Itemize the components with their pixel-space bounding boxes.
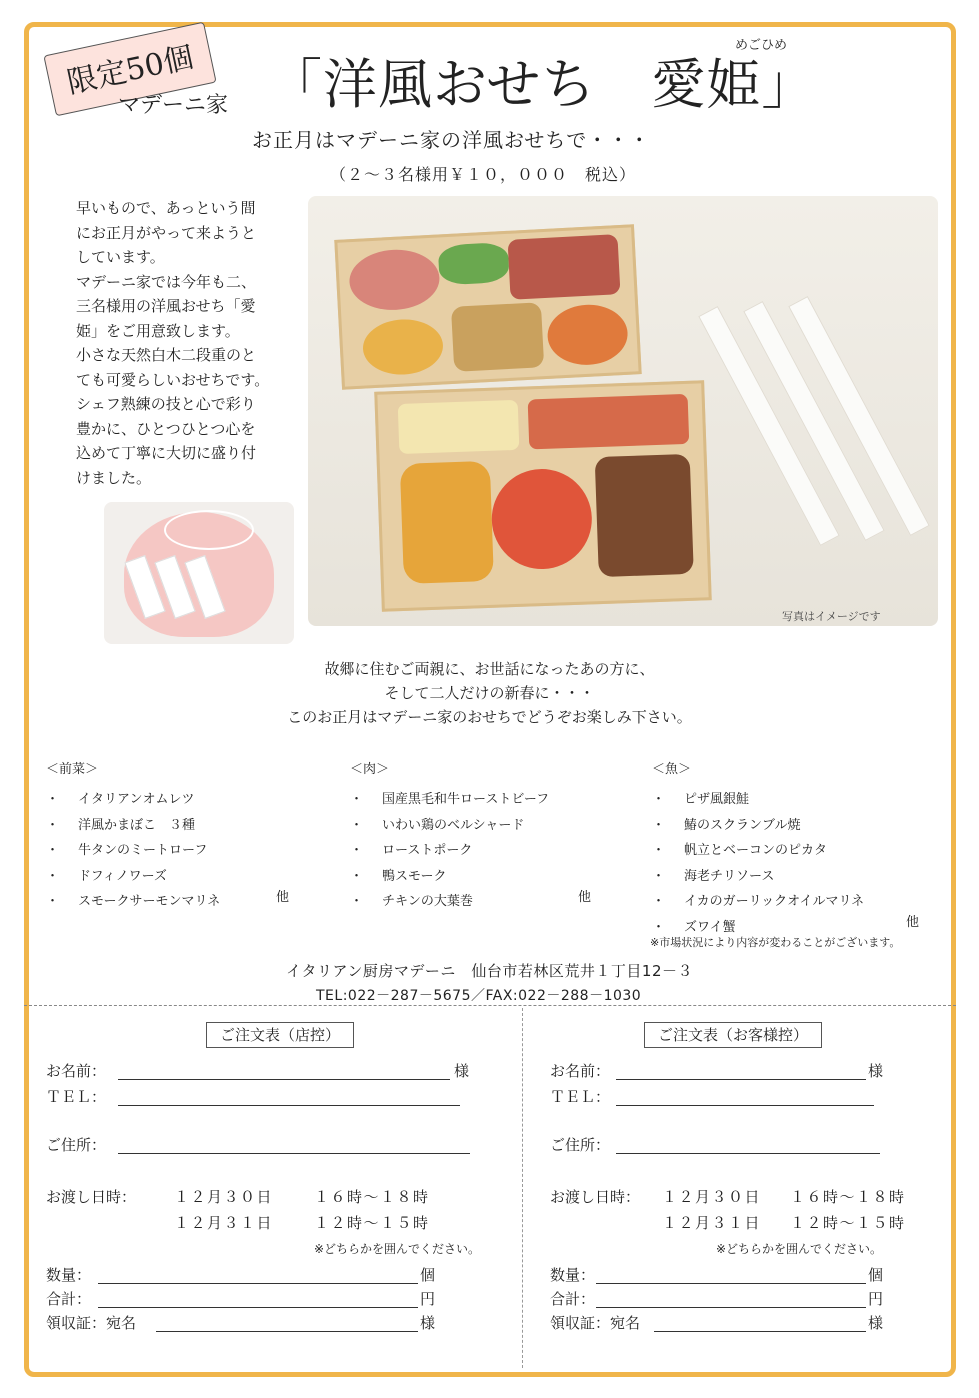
delivery-time-1[interactable]: １６時～１８時 [314, 1188, 430, 1206]
menu-item: ・ 牛タンのミートローフ [46, 843, 208, 858]
intro-line: 三名様用の洋風おせち「愛 [76, 297, 256, 315]
menu-item: ・ 洋風かまぼこ ３種 [46, 817, 196, 833]
delivery-label: お渡し日時： [46, 1188, 137, 1206]
intro-line: にお正月がやって来ようと [76, 223, 257, 242]
total-field[interactable] [98, 1290, 418, 1308]
tagline: お正月はマデーニ家の洋風おせちで・・・ [252, 128, 651, 152]
message-line: そして二人だけの新春に・・・ [384, 684, 595, 702]
intro-line: 早いもので、あっという間 [76, 199, 256, 217]
receipt-suffix: 様 [420, 1314, 436, 1332]
price: （２～３名様用￥１０，０００ 税込） [330, 165, 637, 184]
menu-column-fish [652, 758, 922, 940]
menu-other: 他 [906, 915, 920, 930]
address-field[interactable] [118, 1136, 470, 1154]
intro-line: マデーニ家では今年も二、 [76, 272, 257, 291]
receipt-label: 領収証：宛名 [550, 1314, 641, 1332]
tel-label: ＴＥＬ： [46, 1088, 107, 1106]
page-title: 「洋風おせち 愛姫」 [268, 53, 817, 116]
intro-text [76, 196, 304, 490]
intro-line: 豊かに、ひとつひとつ心を [76, 419, 256, 438]
menu-item: ・ ズワイ蟹 [652, 919, 736, 935]
intro-line: けました。 [76, 468, 152, 487]
quantity-unit: 個 [420, 1266, 436, 1284]
total-unit: 円 [420, 1290, 436, 1308]
address-label: ご住所： [550, 1136, 611, 1154]
menu-item: ・ 鴨スモーク [350, 868, 447, 884]
receipt-suffix: 様 [868, 1314, 884, 1332]
menu-heading: ＜肉＞ [350, 762, 390, 777]
circle-note: ※どちらかを囲んでください。 [716, 1242, 883, 1256]
menu-column-meat [350, 758, 600, 915]
name-field[interactable] [118, 1062, 450, 1080]
lower-tier-box [374, 380, 711, 611]
menu-column-appetizer [46, 758, 296, 915]
total-unit: 円 [868, 1290, 884, 1308]
receipt-label: 領収証：宛名 [46, 1314, 137, 1332]
menu-item: ・ スモークサーモンマリネ [46, 894, 221, 909]
menu-item: ・ イカのガーリックオイルマリネ [652, 894, 865, 909]
upper-tier-box [334, 224, 641, 389]
intro-line: 込めて丁寧に大切に盛り付 [76, 444, 257, 462]
menu-item: ・ ドフィノワーズ [46, 868, 167, 884]
name-field[interactable] [616, 1062, 866, 1080]
form-title: ご注文表（店控） [206, 1022, 354, 1048]
quantity-label: 数量： [550, 1266, 596, 1284]
message-line: このお正月はマデーニ家のおせちでどうぞお楽しみ下さい。 [287, 708, 692, 726]
market-note: ※市場状況により内容が変わることがございます。 [650, 936, 901, 949]
quantity-label: 数量： [46, 1266, 92, 1284]
message-line: 故郷に住むご両親に、お世話になったあの方に、 [324, 660, 655, 678]
intro-line: ても可愛らしいおせちです。 [76, 370, 270, 389]
name-label: お名前： [46, 1062, 107, 1080]
menu-item: ・ イタリアンオムレツ [46, 792, 195, 807]
intro-line: シェフ熟練の技と心で彩り [76, 395, 256, 413]
circle-note: ※どちらかを囲んでください。 [314, 1242, 481, 1256]
menu-item: ・ チキンの大葉巻 [350, 894, 473, 909]
menu-heading: ＜前菜＞ [46, 762, 99, 777]
cut-line-vertical [522, 1008, 523, 1368]
delivery-date-2[interactable]: １２月３１日 [174, 1214, 274, 1232]
title-ruby: めごひめ [735, 38, 788, 53]
delivery-date-1[interactable]: １２月３０日 [174, 1188, 274, 1206]
order-form-customer [550, 1010, 979, 1370]
quantity-unit: 個 [868, 1266, 884, 1284]
menu-item: ・ 国産黒毛和牛ローストビーフ [350, 792, 550, 807]
osechi-photo [308, 196, 938, 626]
cut-line-horizontal [24, 1005, 956, 1006]
menu-heading: ＜魚＞ [652, 762, 692, 777]
delivery-date-2[interactable]: １２月３１日 [662, 1214, 762, 1232]
tel-field[interactable] [118, 1088, 460, 1106]
total-field[interactable] [596, 1290, 866, 1308]
wrapped-box-photo [104, 502, 294, 644]
receipt-field[interactable] [156, 1314, 418, 1332]
menu-item: ・ 帆立とベーコンのピカタ [652, 843, 828, 858]
menu-item: ・ 鰆のスクランブル焼 [652, 817, 801, 833]
intro-line: 小さな天然白木二段重のと [76, 346, 257, 364]
form-title: ご注文表（お客様控） [644, 1022, 822, 1048]
delivery-date-1[interactable]: １２月３０日 [662, 1188, 762, 1206]
intro-line: 姫」をご用意致します。 [76, 321, 240, 340]
tel-field[interactable] [616, 1088, 874, 1106]
address-label: ご住所： [46, 1136, 107, 1154]
menu-item: ・ いわい鶏のベルシャード [350, 817, 525, 833]
limited-badge-text: 限定50個 [63, 40, 197, 101]
menu-item: ・ ピザ風銀鮭 [652, 792, 750, 807]
delivery-time-1[interactable]: １６時～１８時 [790, 1188, 906, 1206]
shop-phone: TEL:022－287－5675／FAX:022－288－1030 [316, 988, 642, 1004]
brand-name: マデーニ家 [118, 93, 229, 118]
total-label: 合計： [550, 1290, 596, 1308]
tel-label: ＴＥＬ： [550, 1088, 611, 1106]
menu-item: ・ 海老チリソース [652, 868, 775, 884]
address-field[interactable] [616, 1136, 880, 1154]
delivery-label: お渡し日時： [550, 1188, 641, 1206]
name-label: お名前： [550, 1062, 611, 1080]
photo-caption: 写真はイメージです [782, 610, 881, 623]
order-form-store [46, 1010, 506, 1370]
quantity-field[interactable] [98, 1266, 418, 1284]
name-suffix: 様 [868, 1062, 884, 1080]
total-label: 合計： [46, 1290, 92, 1308]
quantity-field[interactable] [596, 1266, 866, 1284]
delivery-time-2[interactable]: １２時～１５時 [314, 1214, 430, 1232]
menu-other: 他 [276, 890, 290, 905]
menu-other: 他 [578, 890, 592, 905]
receipt-field[interactable] [654, 1314, 866, 1332]
menu-item: ・ ローストポーク [350, 843, 473, 858]
name-suffix: 様 [454, 1062, 470, 1080]
delivery-time-2[interactable]: １２時～１５時 [790, 1214, 906, 1232]
intro-line: しています。 [76, 248, 165, 266]
shop-address: イタリアン厨房マデーニ 仙台市若林区荒井１丁目12－３ [286, 962, 693, 980]
